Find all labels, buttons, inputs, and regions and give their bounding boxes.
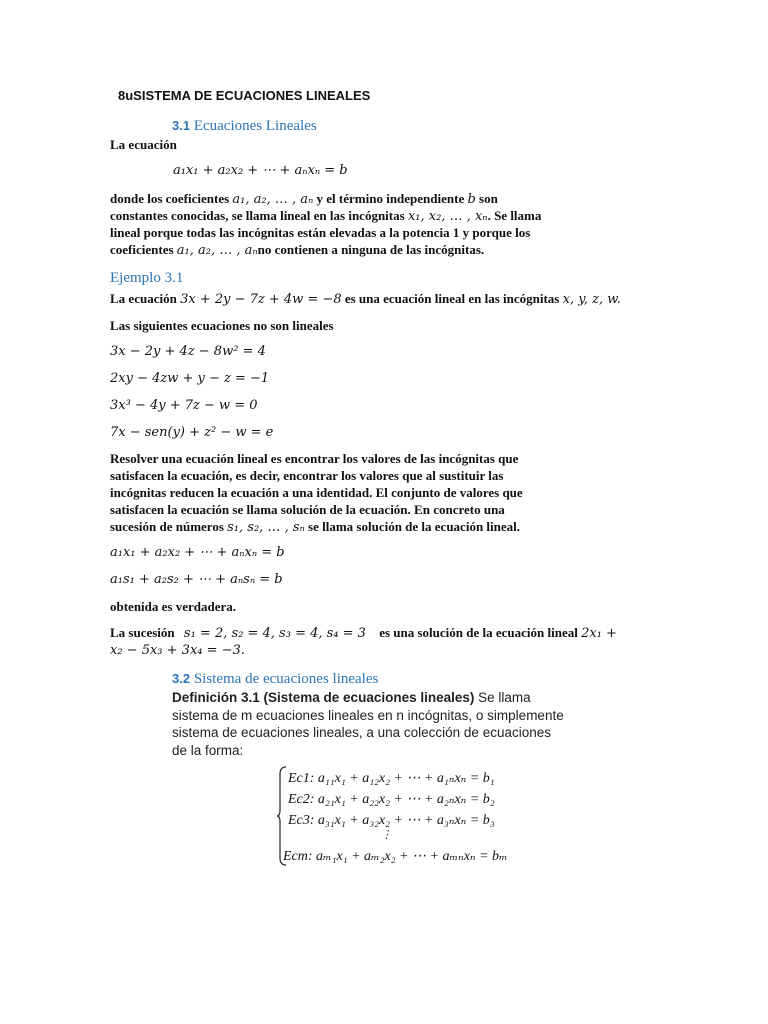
- system-equation-m: Ecm: aₘ₁x₁ + aₘ₂x₂ + ⋯ + aₘₙxₙ = bₘ: [283, 849, 508, 864]
- para1-line3: lineal porque todas las incógnitas están elevadas a la potencia 1 y porque los: [110, 225, 531, 240]
- para2-line2: satisfacen la ecuación, es decir, encontrar los valores que al sustituir las: [110, 468, 504, 483]
- definition-block: Definición 3.1 (Sistema de ecuaciones lineales) Se llama sistema de m ecuaciones lineales en n incógnitas, o simplemente sistema de ecuaciones lineales, a una colección de ecuaciones de la forma:: [172, 690, 564, 758]
- nonlinear-intro: Las siguientes ecuaciones no son lineales: [110, 318, 334, 333]
- system-equation-2: Ec2: a₂₁x₁ + a₂₂x₂ + ⋯ + a₂ₙxₙ = b₂: [288, 792, 495, 807]
- equation-x: a₁x₁ + a₂x₂ + ⋯ + aₙxₙ = b: [110, 545, 285, 560]
- nonlinear-eq-4: 7x − sen(y) + z² − w = e: [110, 425, 274, 440]
- para2-line3: incógnitas reducen la ecuación a una identidad. El conjunto de valores que: [110, 485, 523, 500]
- system-equation-1: Ec1: a₁₁x₁ + a₁₂x₂ + ⋯ + a₁ₙxₙ = b₁: [288, 771, 495, 786]
- general-equation: a₁x₁ + a₂x₂ + ⋯ + aₙxₙ = b: [173, 163, 348, 178]
- section-number: 3.2: [172, 671, 191, 686]
- para1-line4: coeficientes a₁, a₂, … , aₙno contienen a ninguna de las incógnitas.: [110, 242, 485, 258]
- para2-line1: Resolver una ecuación lineal es encontrar los valores de las incógnitas que: [110, 451, 519, 466]
- nonlinear-eq-3: 3x³ − 4y + 7z − w = 0: [110, 398, 258, 413]
- para2-line4: satisfacen la ecuación se llama solución de la ecuación. En concreto una: [110, 502, 505, 517]
- nonlinear-eq-2: 2xy − 4zw + y − z = −1: [110, 371, 270, 386]
- section-title: Sistema de ecuaciones lineales: [193, 671, 379, 687]
- intro-text: La ecuación: [110, 137, 177, 152]
- sucesion-line2: x₂ − 5x₃ + 3x₄ = −3.: [110, 643, 245, 658]
- example-heading: Ejemplo 3.1: [110, 270, 184, 286]
- sucesion-line1: La sucesión s₁ = 2, s₂ = 4, s₃ = 4, s₄ = 3 es una solución de la ecuación lineal 2x₁ +: [110, 625, 617, 641]
- para1-line2: constantes conocidas, se llama lineal en las incógnitas x₁, x₂, … , xₙ. Se llama: [110, 208, 542, 224]
- definition-label: Definición 3.1 (Sistema de ecuaciones lineales): [172, 690, 475, 705]
- section-number: 3.1: [172, 118, 191, 133]
- example-line: La ecuación 3x + 2y − 7z + 4w = −8 es una ecuación lineal en las incógnitas x, y, z, w.: [110, 291, 621, 307]
- verdadera-text: obtenida es verdadera.: [110, 599, 237, 614]
- nonlinear-eq-1: 3x − 2y + 4z − 8w² = 4: [110, 344, 266, 359]
- para2-line5: sucesión de números s₁, s₂, … , sₙ se llama solución de la ecuación lineal.: [110, 519, 521, 535]
- system-vdots: ⋮: [381, 829, 392, 841]
- section-heading-3-1: [172, 118, 317, 135]
- section-title: Ecuaciones Lineales: [193, 118, 317, 134]
- system-equation-3: Ec3: a₃₁x₁ + a₃₂x₂ + ⋯ + a₃ₙxₙ = b₃: [288, 813, 495, 828]
- para1-line1: donde los coeficientes a₁, a₂, … , aₙ y el término independiente b son: [110, 191, 498, 207]
- section-heading-3-2: [172, 671, 378, 688]
- equation-s: a₁s₁ + a₂s₂ + ⋯ + aₙsₙ = b: [110, 572, 283, 587]
- page-title: 8uSISTEMA DE ECUACIONES LINEALES: [118, 88, 371, 103]
